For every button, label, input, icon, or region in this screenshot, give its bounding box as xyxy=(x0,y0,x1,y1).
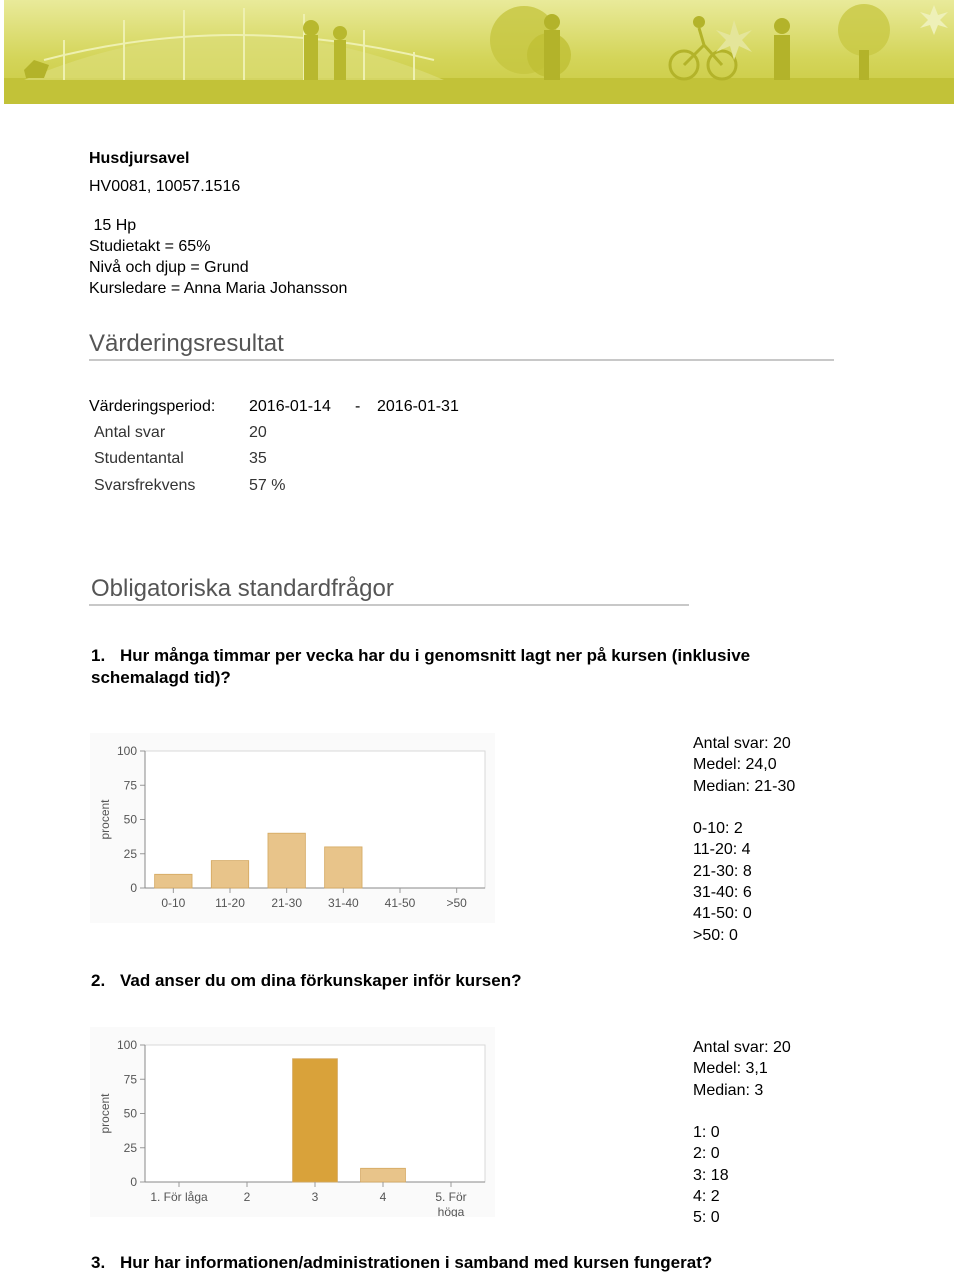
stat-line: Medel: 24,0 xyxy=(693,756,777,774)
period-end: 2016-01-31 xyxy=(377,398,459,415)
y-axis-label: procent xyxy=(98,799,112,840)
results-heading: Värderingsresultat xyxy=(89,330,284,357)
x-tick-label: 31-40 xyxy=(327,896,359,910)
question-2-stats xyxy=(693,1037,791,1229)
stat-line: >50: 0 xyxy=(693,926,738,944)
y-tick-label: 75 xyxy=(123,1072,137,1087)
stat-line: 1: 0 xyxy=(693,1124,720,1142)
question-1-chart xyxy=(90,733,495,928)
bar xyxy=(361,1168,406,1182)
response-rate-label: Svarsfrekvens xyxy=(94,477,196,494)
question-1-number: 1. xyxy=(91,646,106,665)
stat-line: 11-20: 4 xyxy=(693,841,751,859)
question-1-stats xyxy=(693,733,795,946)
course-level: Nivå och djup = Grund xyxy=(89,259,249,276)
period-separator: - xyxy=(355,398,361,415)
students-value: 35 xyxy=(249,450,267,467)
y-tick-label: 0 xyxy=(130,1175,137,1189)
question-3-number: 3. xyxy=(91,1253,106,1272)
course-name: Husdjursavel xyxy=(89,150,190,167)
bar xyxy=(211,861,248,888)
question-2-chart xyxy=(90,1027,495,1222)
stat-line: 21-30: 8 xyxy=(693,862,752,880)
stat-line: Antal svar: 20 xyxy=(693,1039,791,1056)
stat-line: 3: 18 xyxy=(693,1166,729,1184)
response-rate-value: 57 % xyxy=(249,477,286,494)
bar xyxy=(155,874,192,888)
y-tick-label: 50 xyxy=(123,1106,137,1121)
stat-spacer xyxy=(693,1101,791,1122)
students-label: Studentantal xyxy=(94,450,184,467)
x-tick-label: 4 xyxy=(379,1190,387,1204)
question-1-text: Hur många timmar per vecka har du i genomsnitt lagt ner på kursen (inklusive xyxy=(120,646,751,665)
x-tick-label: 11-20 xyxy=(215,896,245,910)
y-tick-label: 100 xyxy=(116,744,137,758)
y-tick-label: 25 xyxy=(123,846,137,861)
y-tick-label: 50 xyxy=(123,812,137,827)
y-tick-label: 0 xyxy=(130,881,137,895)
header-banner xyxy=(4,0,954,104)
course-code: HV0081, 10057.1516 xyxy=(89,178,241,195)
stat-spacer xyxy=(693,797,795,818)
stat-line: 0-10: 2 xyxy=(693,820,743,838)
bar xyxy=(293,1059,338,1182)
x-tick-label: 2 xyxy=(243,1190,251,1204)
course-leader: Kursledare = Anna Maria Johansson xyxy=(89,280,348,297)
y-tick-label: 75 xyxy=(123,778,137,793)
course-pace: Studietakt = 65% xyxy=(89,238,211,255)
question-3-text: Hur har informationen/administrationen i samband med kursen fungerat? xyxy=(120,1253,713,1272)
stat-line: Median: 21-30 xyxy=(693,777,796,795)
bar xyxy=(268,833,305,888)
stat-line: Medel: 3,1 xyxy=(693,1060,768,1078)
answers-label: Antal svar xyxy=(94,424,166,441)
question-2-number: 2. xyxy=(91,971,106,990)
banner-illustration xyxy=(4,0,954,104)
x-tick-label: >50 xyxy=(446,896,467,910)
x-tick-label: 5. För xyxy=(435,1190,467,1204)
x-tick-label: 41-50 xyxy=(384,896,416,910)
question-2-text: Vad anser du om dina förkunskaper inför kursen? xyxy=(120,971,522,990)
stat-line: Antal svar: 20 xyxy=(693,735,791,752)
x-tick-label: höga xyxy=(437,1205,465,1217)
x-tick-label: 21-30 xyxy=(271,896,303,910)
stat-line: 2: 0 xyxy=(693,1145,720,1163)
stat-line: 5: 0 xyxy=(693,1209,720,1227)
x-tick-label: 3 xyxy=(311,1190,319,1204)
stat-line: 41-50: 0 xyxy=(693,905,752,923)
plot-area xyxy=(145,751,485,888)
y-tick-label: 100 xyxy=(116,1038,137,1052)
period-start: 2016-01-14 xyxy=(249,398,331,415)
x-tick-label: 0-10 xyxy=(161,896,186,910)
question-1-text-cont: schemalagd tid)? xyxy=(91,668,231,687)
section-heading: Obligatoriska standardfrågor xyxy=(91,575,394,602)
stat-line: Median: 3 xyxy=(693,1081,764,1099)
results-divider xyxy=(89,359,834,361)
bar xyxy=(325,847,362,888)
period-label: Värderingsperiod: xyxy=(89,398,216,415)
x-tick-label: 1. För låga xyxy=(150,1190,208,1204)
section-divider xyxy=(89,604,689,606)
answers-value: 20 xyxy=(249,424,267,441)
stat-line: 31-40: 6 xyxy=(693,884,752,902)
y-axis-label: procent xyxy=(98,1093,112,1134)
stat-line: 4: 2 xyxy=(693,1188,720,1206)
y-tick-label: 25 xyxy=(123,1140,137,1155)
course-credits: 15 Hp xyxy=(89,217,137,234)
